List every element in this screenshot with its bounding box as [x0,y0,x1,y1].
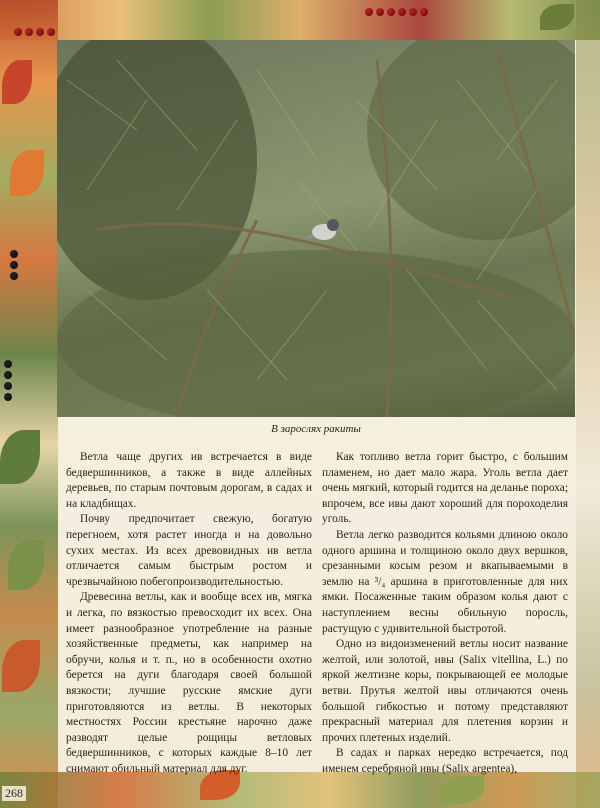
decorative-border-top [0,0,600,40]
text-column-right [322,450,568,777]
willow-thicket-drawing [57,40,575,417]
berries-top-left [14,28,55,36]
photo-caption: В зарослях ракиты [271,423,361,435]
paragraph: Ветла чаще других ив встречается в виде бедвершинников, а также в виде аллейных деревьев, по старым почтовым дорогам, в садах и на кладбищах. [66,451,312,510]
paragraph: Ветла легко разводится кольями длиною около одного аршина и толщиною около двух вершков, срезанными косым резом и вкапываемыми в землю на ³/₄ аршина в приготовленные для них ямки. Посаженные таким образом колья дают с наступлением весны обильную поросль, растущую с удивительной быстротой. [322,528,568,635]
paragraph: Почву предпочитает свежую, богатую перегноем, хотя растет иногда и на довольно сухих местах. Из всех древовидных ив ветла отличается самым быстрым ростом и чрезвычайною побегопроизводительностью. [66,513,312,588]
decorative-border-right [576,0,600,808]
berries-top-center [365,8,428,16]
page-number: 268 [2,786,26,801]
paragraph: В садах и парках нередко встречается, под именем серебряной ивы (Salix argentea), [322,747,568,775]
text-column-left [66,450,312,777]
paragraph: Как топливо ветла горит быстро, с большим пламенем, но дает мало жара. Уголь ветла дает очень мягкий, который годится на деланье пороха; впрочем, все ивы дают хороший для пороходелия уголь. [322,451,568,526]
willow-thicket-photo [57,40,575,417]
dark-berries-left [4,360,12,401]
paragraph: Древесина ветлы, как и вообще всех ив, мягка и легка, по вязкостью превосходит их всех. Она имеет разнообразное употребление на разные хозяйственные предметы, как например на обручи, колья и т. п., но в особенности охотно берется на дуги благодаря своей большой вязкости; лучшие русские ямские дуги приготовляются из ветлы. В некоторых местностях России крестьяне нарочно даже разводят целые рощицы ветловых бедвершинников, с которых каждые 8–10 лет снимают обильный материал для дуг. [66,591,312,775]
dark-berries-upper-left [10,250,18,280]
paragraph: Одно из видоизменений ветлы носит название желтой, или золотой, ивы (Salix vitellina, L.) по яркой желтизне коры, покрывающей ее молодые ветви. Прутья желтой ивы отличаются очень большой гибкостью и потому представляют прекрасный материал для плетения корзин и прочих плетеных изделий. [322,638,568,744]
